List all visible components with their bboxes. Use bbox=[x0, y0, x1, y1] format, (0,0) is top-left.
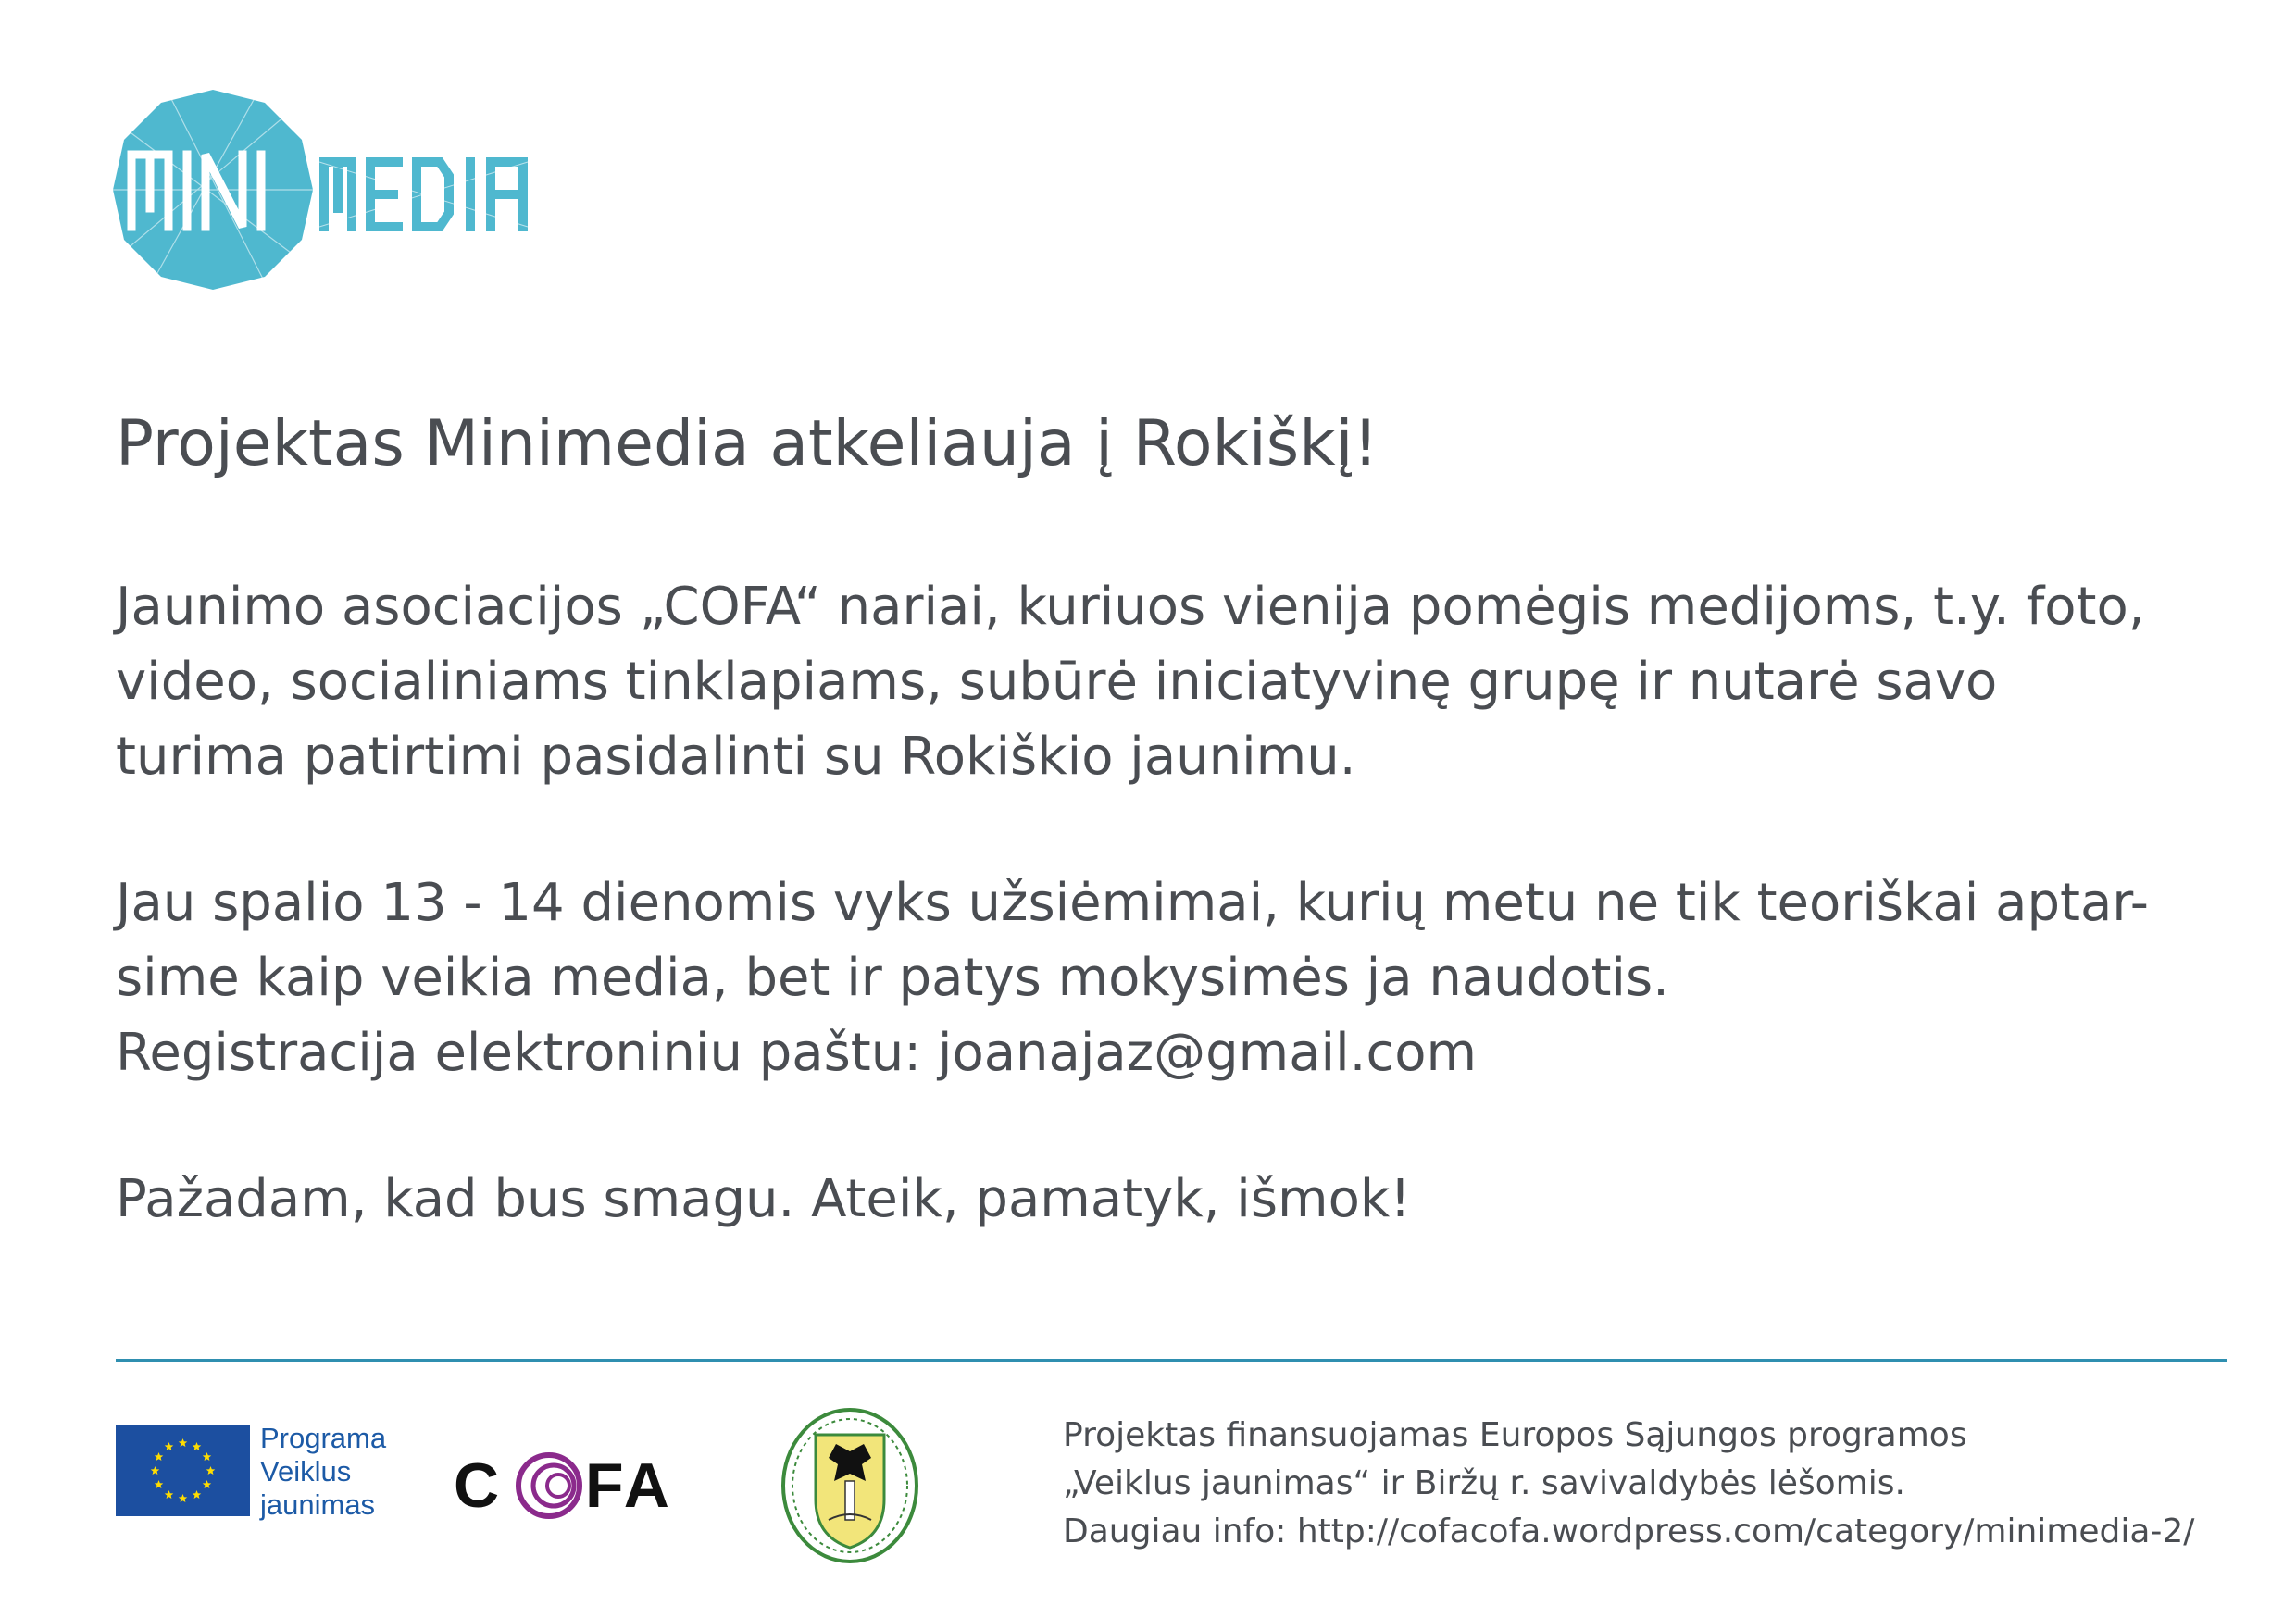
eu-program-line: Programa bbox=[260, 1422, 387, 1454]
cofa-logo bbox=[454, 1444, 741, 1527]
funding-line: „Veiklus jaunimas“ ir Biržų r. savivaldybės lėšomis. bbox=[1063, 1464, 1905, 1502]
closing-paragraph: Pažadam, kad bus smagu. Ateik, pamatyk, išmok! bbox=[116, 1169, 1411, 1229]
intro-line: Jaunimo asociacijos „COFA“ nariai, kuriuos vienija pomėgis medijoms, t.y. foto, bbox=[116, 577, 2145, 637]
schedule-paragraph bbox=[116, 865, 2149, 1090]
eu-flag-icon bbox=[116, 1425, 250, 1516]
headline: Projektas Minimedia atkeliauja į Rokiškį! bbox=[116, 407, 1379, 480]
minimedia-logo bbox=[111, 88, 593, 292]
registration-line: Registracija elektroniniu paštu: joanajaz@gmail.com bbox=[116, 1023, 1478, 1083]
funding-info bbox=[1063, 1412, 2194, 1556]
intro-paragraph bbox=[116, 569, 2145, 794]
eu-program-line: jaunimas bbox=[260, 1488, 376, 1521]
footer-divider bbox=[116, 1359, 2227, 1362]
schedule-line: Jau spalio 13 - 14 dienomis vyks užsiėmimai, kurių metu ne tik teoriškai aptar- bbox=[116, 873, 2149, 933]
eu-program-text bbox=[260, 1422, 386, 1522]
municipality-crest bbox=[780, 1407, 919, 1564]
svg-text:C: C bbox=[454, 1450, 502, 1521]
intro-line: video, socialiniams tinklapiams, subūrė iniciatyvinę grupę ir nutarė savo bbox=[116, 652, 1998, 712]
intro-line: turima patirtimi pasidalinti su Rokiškio jaunimu. bbox=[116, 727, 1356, 787]
info-link[interactable]: Daugiau info: http://cofacofa.wordpress.com/category/minimedia-2/ bbox=[1063, 1512, 2195, 1550]
svg-text:FA: FA bbox=[585, 1450, 673, 1521]
eu-program-line: Veiklus bbox=[260, 1455, 352, 1487]
eu-program-logo bbox=[116, 1422, 412, 1527]
schedule-line: sime kaip veikia media, bet ir patys mokysimės ja naudotis. bbox=[116, 948, 1669, 1008]
funding-line: Projektas finansuojamas Europos Sąjungos programos bbox=[1063, 1416, 1967, 1454]
